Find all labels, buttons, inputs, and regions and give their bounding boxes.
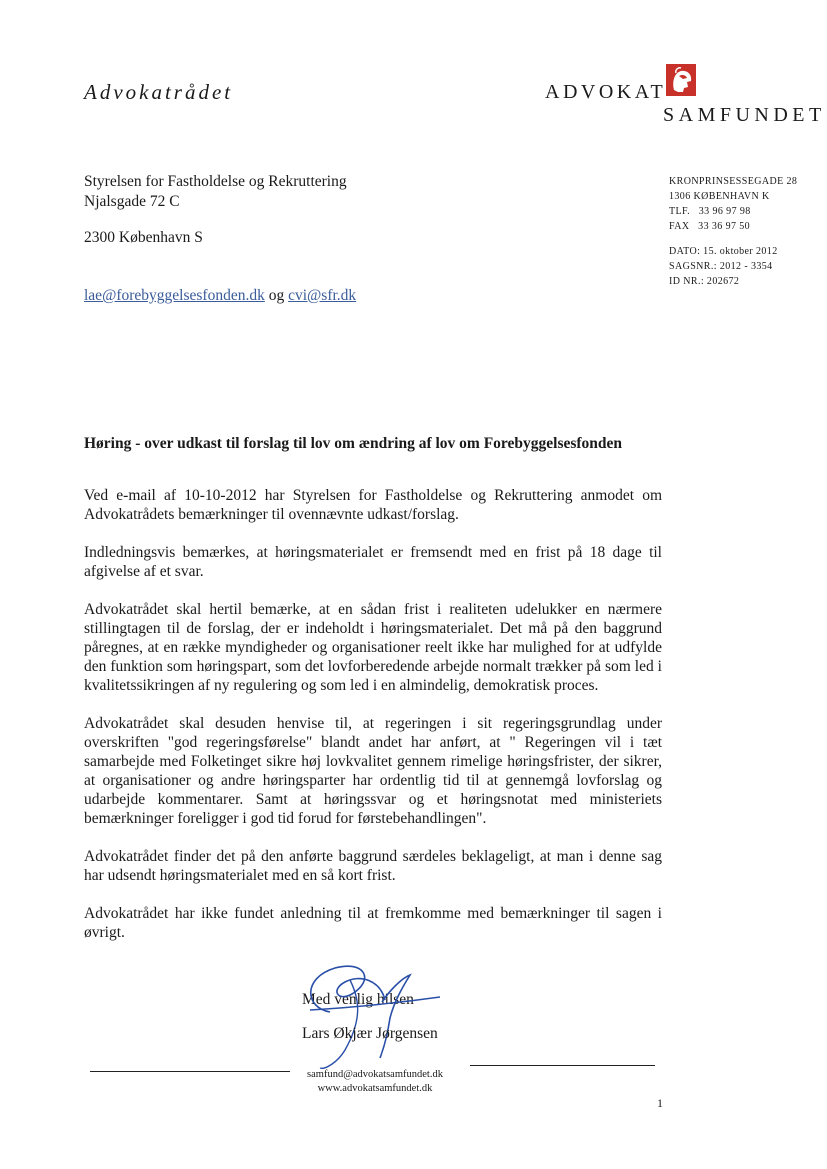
letter-body (84, 486, 662, 961)
advokatsamfundet-logo (545, 78, 825, 128)
signer-name: Lars Økjær Jørgensen (302, 1025, 438, 1042)
body-paragraph: Advokatrådet skal hertil bemærke, at en sådan frist i realiteten udelukker en nærmere stillingtagen til de forslag, der er indeholdt i høringsmaterialet. Det må på den baggrund påregnes, at en række myndigheder og organisationer reelt ikke har mulighed for at udfylde den funktion som høringspart, som det lovforberedende arbejde normalt trækker på som led i kvalitetssikringen af ny regulering og som led i en almindelig, demokratisk proces. (84, 601, 662, 694)
closing-greeting: Med venlig hilsen (302, 991, 414, 1008)
body-paragraph: Indledningsvis bemærkes, at høringsmaterialet er fremsendt med en frist på 18 dage til afgivelse af et svar. (84, 544, 662, 580)
case-number: SAGSNR.: 2012 - 3354 (669, 261, 773, 272)
page-number: 1 (657, 1096, 663, 1110)
org-name-advokatraadet: Advokatrådet (84, 80, 234, 104)
logo-text-bottom: SAMFUNDET (663, 104, 826, 126)
sender-info (669, 174, 797, 289)
footer-contact (270, 1068, 480, 1096)
body-paragraph: Advokatrådet har ikke fundet anledning til at fremkomme med bemærkninger til sagen i øvrigt. (84, 905, 662, 941)
id-number: ID NR.: 202672 (669, 276, 740, 287)
letter-subject: Høring - over udkast til forslag til lov om ændring af lov om Forebyggelsesfonden (84, 435, 623, 452)
recipient-emails (84, 287, 356, 305)
sender-street: KRONPRINSESSEGADE 28 (669, 176, 798, 187)
sender-fax: FAX 33 36 97 50 (669, 221, 751, 232)
body-paragraph: Ved e-mail af 10-10-2012 har Styrelsen for Fastholdelse og Rekruttering anmodet om Advokatrådets bemærkninger til ovennævnte udkast/forslag. (84, 487, 662, 523)
sender-phone: TLF. 33 96 97 98 (669, 206, 751, 217)
handwritten-signature (290, 950, 450, 1075)
footer-rule-left (90, 1071, 290, 1072)
logo-text-top: ADVOKAT (545, 81, 667, 103)
email-joiner: og (268, 287, 285, 304)
email-link-sfr[interactable]: cvi@sfr.dk (288, 287, 357, 304)
helmet-icon (666, 64, 696, 96)
body-paragraph: Advokatrådet skal desuden henvise til, at regeringen i sit regeringsgrundlag under overskriften "god regeringsførelse" blandt andet har anført, at " Regeringen vil i tæt samarbejde med Folketinget sikre høj lovkvalitet gennem rimelige høringsfrister, der sikrer, at organisationer og andre høringsparter har ordentlig tid til at gennemgå lovforslag og udarbejde kommentarer. Samt at høringssvar og et høringsnotat med ministeriets bemærkninger foreligger i god tid forud for førstebehandlingen". (84, 715, 662, 827)
footer-website: www.advokatsamfundet.dk (317, 1083, 433, 1094)
email-link-forebyggelsesfonden[interactable]: lae@forebyggelsesfonden.dk (84, 287, 265, 304)
body-paragraph: Advokatrådet finder det på den anførte baggrund særdeles beklageligt, at man i denne sag har udsendt høringsmaterialet med en så kort frist. (84, 848, 662, 884)
recipient-address (84, 172, 347, 248)
footer-email: samfund@advokatsamfundet.dk (307, 1069, 443, 1080)
footer-rule-right (470, 1065, 655, 1066)
recipient-city: 2300 København S (84, 229, 203, 246)
recipient-name: Styrelsen for Fastholdelse og Rekruttering (84, 173, 347, 190)
recipient-street: Njalsgade 72 C (84, 193, 180, 210)
letter-date: DATO: 15. oktober 2012 (669, 246, 778, 257)
sender-city: 1306 KØBENHAVN K (669, 191, 770, 202)
